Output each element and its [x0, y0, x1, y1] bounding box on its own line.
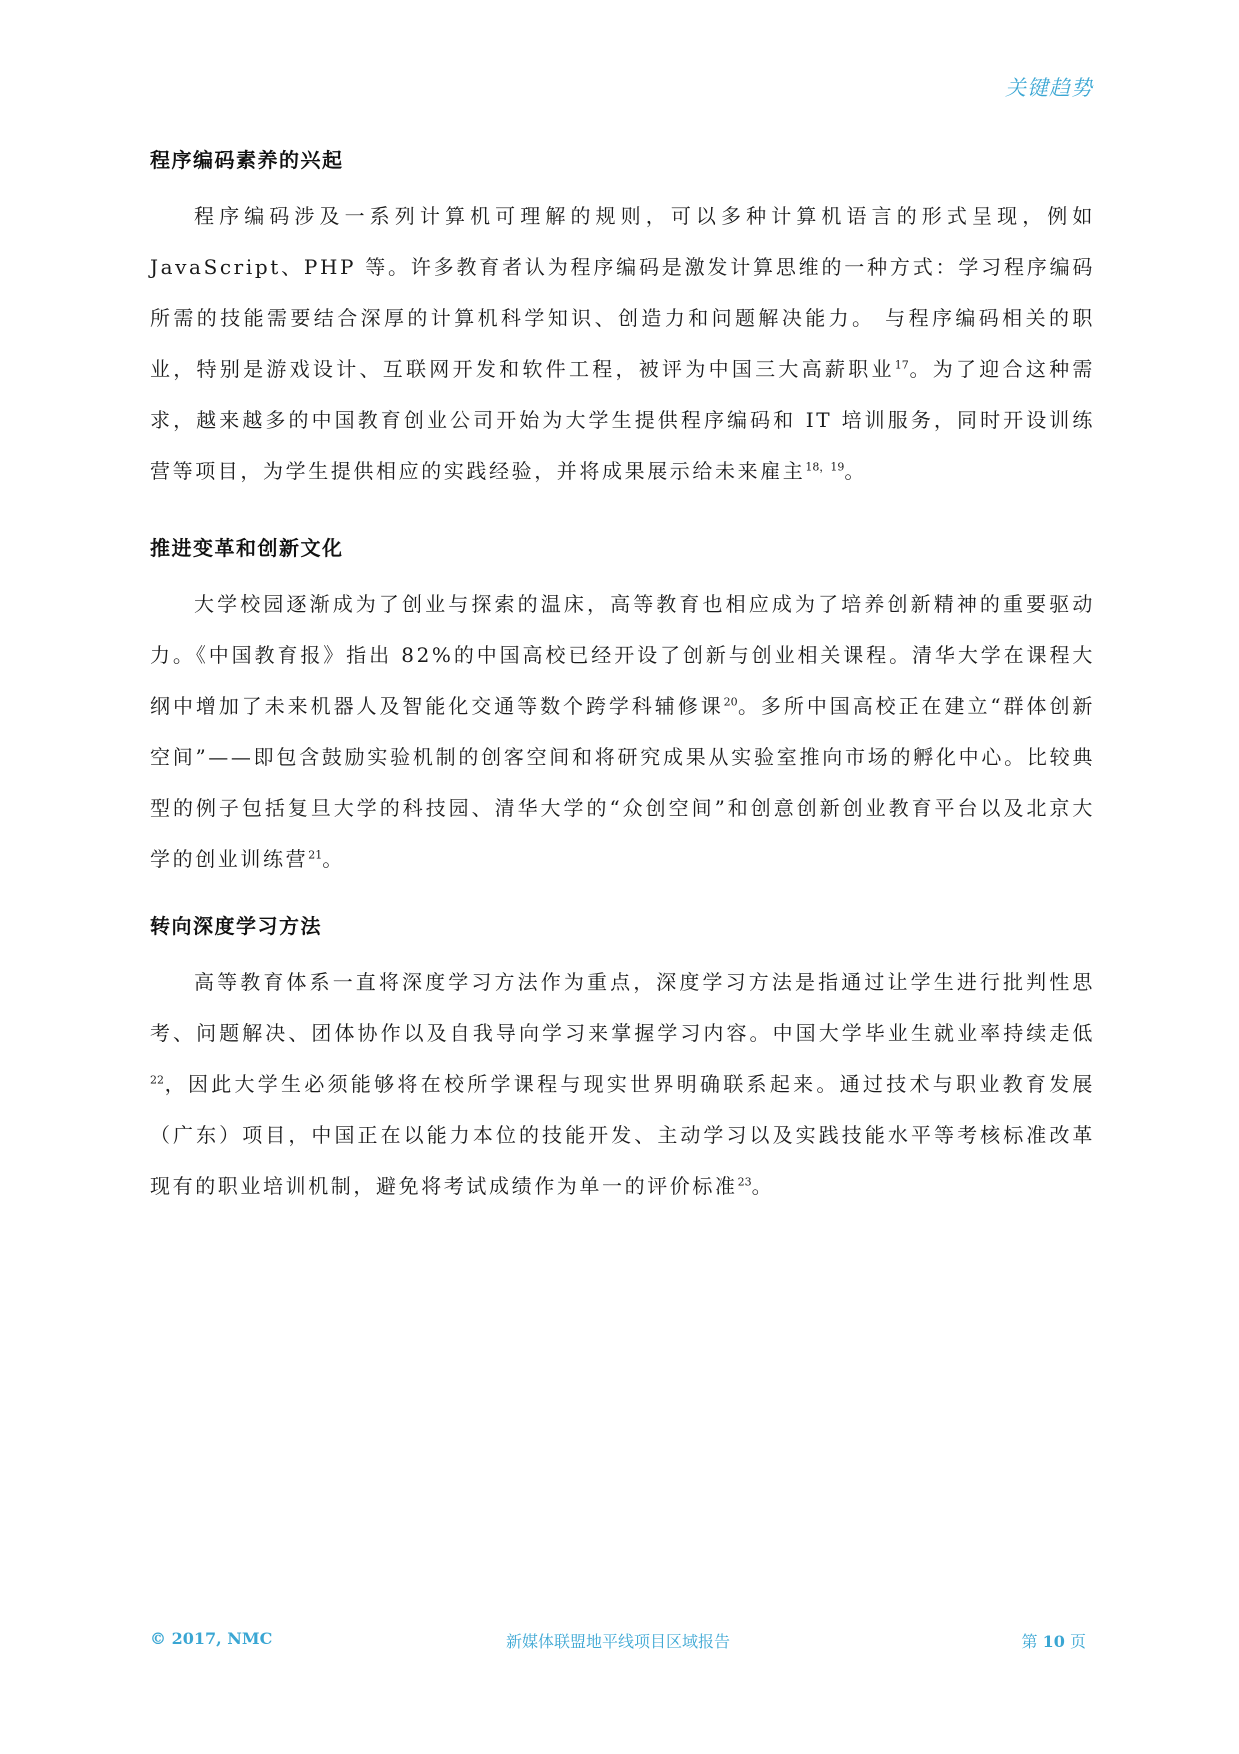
- section-paragraph: [150, 191, 1095, 497]
- page-prefix: 第: [1021, 1632, 1038, 1651]
- page-footer: [150, 1629, 1086, 1653]
- page-number: 10: [1042, 1632, 1065, 1651]
- footnote-ref: 17: [894, 358, 909, 372]
- paragraph-text: 程序编码涉及一系列计算机可理解的规则，可以多种计算机语言的形式呈现，例如 JavaScript、PHP 等。许多教育者认为程序编码是激发计算思维的一种方式：学习程序编码所需的技能需要结合深厚的计算机科学知识、创造力和问题解决能力。 与程序编码相关的职业，特别是游戏设计、互联网开发和软件工程，被评为中国三大高薪职业: [150, 204, 1095, 381]
- footnote-ref: 21: [308, 848, 323, 862]
- footnote-ref: 18，19: [805, 460, 845, 474]
- paragraph-text: 高等教育体系一直将深度学习方法作为重点，深度学习方法是指通过让学生进行批判性思考、问题解决、团体协作以及自我导向学习来掌握学习内容。中国大学毕业生就业率持续走低: [150, 970, 1095, 1045]
- paragraph-text: ，因此大学生必须能够将在校所学课程与现实世界明确联系起来。通过技术与职业教育发展（广东）项目，中国正在以能力本位的技能开发、主动学习以及实践技能水平等考核标准改革现有的职业培训机制，避免将考试成绩作为单一的评价标准: [150, 1072, 1095, 1198]
- paragraph-text: 。: [751, 1174, 775, 1198]
- section-heading: 转向深度学习方法: [150, 914, 322, 938]
- paragraph-text: 。: [322, 847, 345, 871]
- paragraph-text: 。多所中国高校正在建立“群体创新空间”——即包含鼓励实验机制的创客空间和将研究成果从实验室推向市场的孵化中心。比较典型的例子包括复旦大学的科技园、清华大学的“众创空间”和创意创新创业教育平台以及北京大学的创业训练营: [150, 694, 1095, 871]
- section-coding-literacy: [150, 145, 1095, 497]
- section-deeper-learning: [150, 911, 1095, 1212]
- paragraph-text: 。: [844, 459, 868, 483]
- footer-report-title: 新媒体联盟地平线项目区域报告: [505, 1632, 731, 1651]
- footnote-ref: 23: [737, 1175, 752, 1189]
- footnote-ref: 20: [723, 695, 738, 709]
- section-heading: 程序编码素养的兴起: [150, 148, 344, 172]
- footnote-ref: 22: [150, 1073, 164, 1087]
- section-heading: 推进变革和创新文化: [150, 536, 344, 560]
- page-suffix: 页: [1069, 1632, 1086, 1651]
- section-innovation-culture: [150, 533, 1095, 885]
- footer-copyright: © 2017, NMC: [150, 1629, 273, 1648]
- running-header-title: 关键趋势: [1005, 76, 1093, 100]
- paragraph-text: 。为了迎合这种需求，越来越多的中国教育创业公司开始为大学生提供程序编码和 IT 培训服务，同时开设训练营等项目，为学生提供相应的实践经验，并将成果展示给未来雇主: [150, 357, 1095, 483]
- footer-page-number: [1022, 1629, 1086, 1652]
- section-paragraph: [150, 957, 1095, 1212]
- paragraph-text: 大学校园逐渐成为了创业与探索的温床，高等教育也相应成为了培养创新精神的重要驱动力。《中国教育报》指出 82%的中国高校已经开设了创新与创业相关课程。清华大学在课程大纲中增加了未来机器人及智能化交通等数个跨学科辅修课: [150, 592, 1095, 718]
- section-paragraph: [150, 579, 1095, 885]
